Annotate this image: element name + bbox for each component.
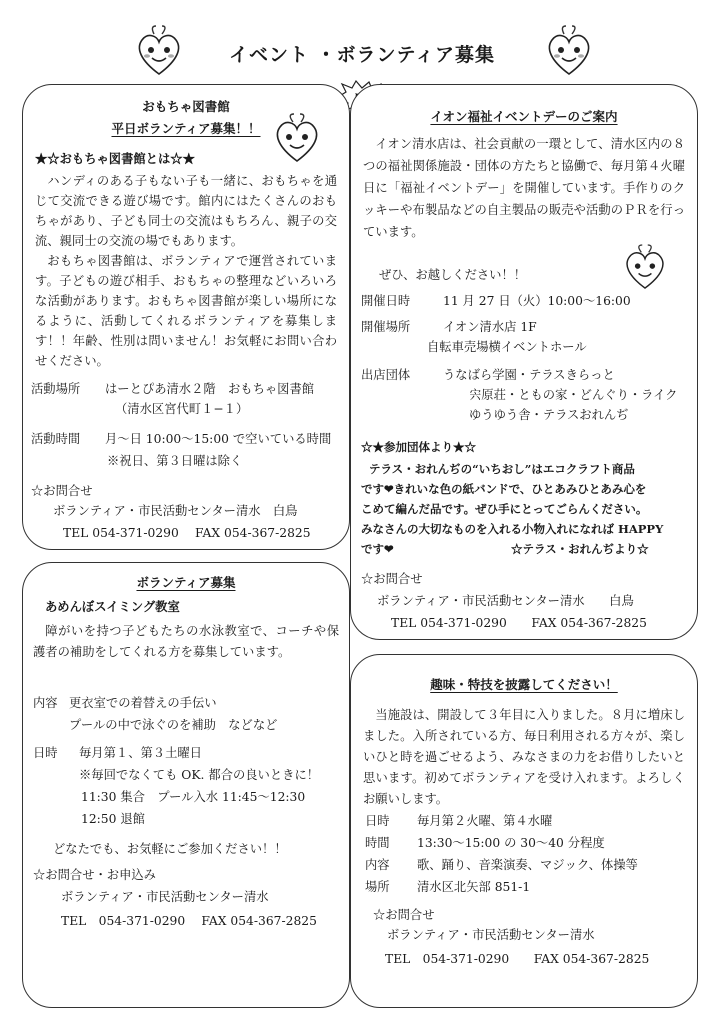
aeon-contact-label: ☆お問合せ — [361, 572, 423, 586]
aeon-msg-line3: こめて編んだ品です。ぜひ手にとってごらんください。 — [361, 502, 648, 516]
toy-library-contact-org: ボランティア・市民活動センター清水 白鳥 — [53, 504, 298, 518]
place-label: 場所 — [365, 880, 390, 894]
aeon-orgs-row — [361, 365, 615, 385]
heart-mascot-icon — [546, 24, 592, 76]
date-label: 日時 — [33, 746, 58, 760]
aeon-event-box — [350, 84, 698, 640]
aeon-para1: イオン清水店は、社会貢献の一環として、清水区内の８つの福祉関係施設・団体の方たちと協働で、毎月第４火曜日に「福祉イベントデー」を開催しています。手作りのクッキーや布製品などの自主製品の販売や活動のＰＲを行っています。 — [363, 137, 685, 239]
hobby-time-row — [365, 833, 605, 853]
hobby-box — [350, 654, 698, 1008]
time-value: 月〜日 10:00〜15:00 で空いている時間 — [105, 432, 332, 446]
toy-library-time-row — [31, 429, 331, 449]
swimming-class-name: あめんぼスイミング教室 — [45, 599, 180, 614]
time-value: 13:30〜15:00 の 30〜40 分程度 — [417, 836, 605, 850]
date-value: 毎月第１、第３土曜日 — [79, 746, 202, 760]
aeon-para2: ぜひ、お越しください！！ — [379, 268, 527, 282]
date-label: 日時 — [365, 814, 390, 828]
toy-library-subheading: 平日ボランティア募集！！ — [111, 121, 261, 136]
aeon-place2: 自転車売場横イベントホール — [427, 340, 587, 354]
swimming-content2: プールの中で泳ぐのを補助 などなど — [69, 718, 278, 732]
place-value: はーとぴあ清水２階 おもちゃ図書館 — [105, 382, 315, 396]
place-label: 開催場所 — [361, 320, 411, 334]
hobby-heading: 趣味・特技を披露してください！ — [430, 677, 618, 692]
aeon-contact-org: ボランティア・市民活動センター清水 白鳥 — [377, 594, 634, 608]
content-label: 内容 — [365, 858, 390, 872]
hobby-content-row — [365, 855, 638, 875]
date-value: 11 月 27 日（火）10:00〜16:00 — [443, 294, 631, 308]
toy-library-box — [22, 84, 350, 550]
orgs-value: うなばら学園・テラスきらっと — [443, 368, 615, 382]
toy-library-heading: おもちゃ図書館 — [142, 99, 230, 114]
place-label: 活動場所 — [31, 382, 81, 396]
aeon-msg-line2: です❤きれいな色の紙バンドで、ひとあみひとあみ心を — [361, 482, 647, 496]
toy-library-address: （清水区宮代町１−１） — [115, 402, 249, 416]
toy-library-para2: おもちゃ図書館は、ボランティアで運営されています。子どもの遊び相手、おもちゃの整理などいろいろな活動があります。おもちゃ図書館が楽しい場所になるように、活動してくれるボランティアを募集します！！年齢、性別は問いません！お気軽にお問い合わせください。 — [35, 254, 337, 368]
swimming-closing: どなたでも、お気軽にご参加ください！！ — [53, 842, 287, 856]
hobby-para: 当施設は、開設して３年目に入りました。８月に増床しました。入所されている方、毎日利用される方々が、楽しいひと時を過ごせるよう、みなさまの力をお借りしたいと思います。初めてボランティアを受け入れます。よろしくお願いします。 — [363, 708, 685, 806]
swimming-contact-tel: TEL 054-371-0290 FAX 054-367-2825 — [61, 914, 317, 928]
aeon-heading: イオン福祉イベントデーのご案内 — [430, 109, 618, 124]
content-label: 内容 — [33, 696, 58, 710]
swimming-date-row — [33, 743, 202, 763]
aeon-msg-line5: です❤ — [361, 542, 394, 556]
swimming-time1: 11:30 集合 プール入水 11:45〜12:30 — [81, 790, 306, 804]
swimming-content-row — [33, 693, 217, 713]
aeon-msg-signature: ☆テラス・おれんぢより☆ — [511, 542, 649, 556]
date-value: 毎月第２火曜、第４水曜 — [417, 814, 553, 828]
content-value: 更衣室での着替えの手伝い — [69, 696, 217, 710]
toy-library-contact-tel: TEL 054-371-0290 FAX 054-367-2825 — [63, 526, 311, 540]
swimming-para: 障がいを持つ子どもたちの水泳教室で、コーチや保護者の補助をしてくれる方を募集しています。 — [33, 624, 339, 659]
swimming-heading: ボランティア募集 — [136, 575, 236, 590]
aeon-place-row — [361, 317, 537, 337]
time-label: 時間 — [365, 836, 390, 850]
aeon-msg-heading: ☆★参加団体より★☆ — [361, 440, 476, 454]
orgs-label: 出店団体 — [361, 368, 411, 382]
place-value: 清水区北矢部 851-1 — [417, 880, 531, 894]
toy-library-time-note: ※祝日、第３日曜は除く — [107, 454, 243, 468]
toy-library-contact-label: ☆お問合せ — [31, 484, 93, 498]
swimming-contact-label: ☆お問合せ・お申込み — [33, 868, 156, 882]
hobby-date-row — [365, 811, 552, 831]
swimming-time2: 12:50 退館 — [81, 812, 145, 826]
heart-mascot-icon — [273, 113, 321, 163]
hobby-contact-org: ボランティア・市民活動センター清水 — [387, 928, 595, 942]
swimming-contact-org: ボランティア・市民活動センター清水 — [61, 890, 269, 904]
toy-library-para1: ハンディのある子もない子も一緒に、おもちゃを通じて交流できる遊び場です。館内にはたくさんのおもちゃがあり、子ども同士の交流はもちろん、親子の交流、親同士の交流の場でもあります。 — [35, 174, 337, 248]
aeon-contact-tel: TEL 054-371-0290 FAX 054-367-2825 — [391, 616, 647, 630]
aeon-msg-line1: テラス・おれんぢの“いちおし”はエコクラフト商品 — [369, 462, 635, 476]
hobby-place-row — [365, 877, 530, 897]
place-value: イオン清水店 1F — [443, 320, 537, 334]
time-label: 活動時間 — [31, 432, 81, 446]
aeon-msg-line4: みなさんの大切なものを入れる小物入れになれば HAPPY — [361, 522, 664, 536]
hobby-contact-tel: TEL 054-371-0290 FAX 054-367-2825 — [385, 952, 650, 966]
swimming-box — [22, 562, 350, 1008]
hobby-contact-label: ☆お問合せ — [373, 908, 435, 922]
toy-library-about-heading: ★☆おもちゃ図書館とは☆★ — [35, 151, 195, 166]
heart-mascot-icon — [136, 24, 182, 76]
aeon-orgs2: 宍原荘・ともの家・どんぐり・ライク — [469, 388, 678, 402]
aeon-date-row — [361, 291, 631, 311]
content-value: 歌、踊り、音楽演奏、マジック、体操等 — [417, 858, 638, 872]
toy-library-place-row — [31, 379, 314, 399]
date-label: 開催日時 — [361, 294, 411, 308]
heart-mascot-icon — [623, 243, 667, 291]
swimming-date-note: ※毎回でなくても OK. 都合の良いときに！ — [79, 768, 320, 782]
aeon-orgs3: ゆうゆう舎・テラスおれんぢ — [469, 408, 629, 422]
page-title: イベント ・ボランティア募集 — [228, 44, 496, 66]
